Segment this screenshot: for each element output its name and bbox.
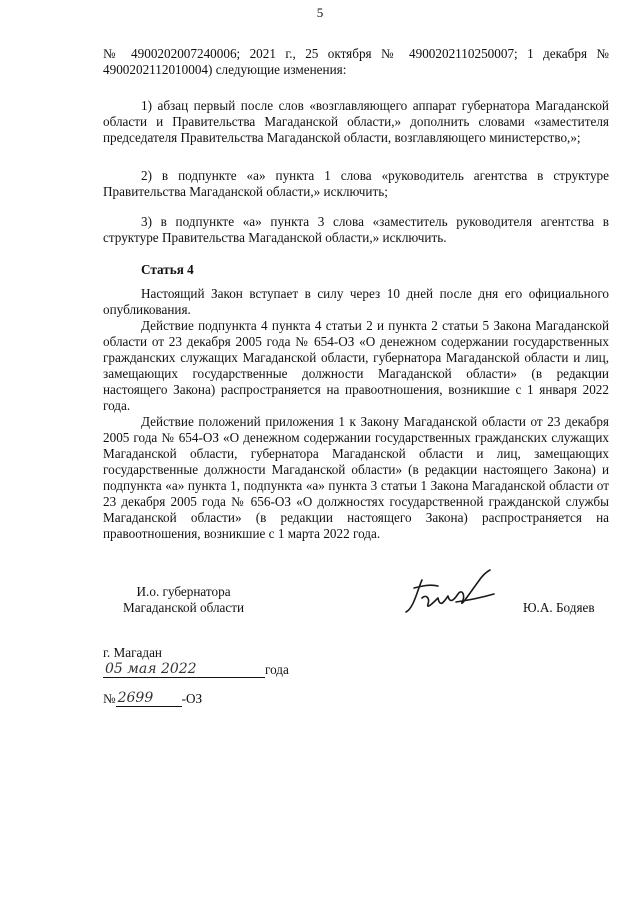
handwritten-number: 2699 — [116, 690, 182, 707]
place-label: г. Магадан — [103, 645, 162, 660]
article-body — [103, 286, 609, 542]
article-paragraph: Действие подпункта 4 пункта 4 статьи 2 и пункта 2 статьи 5 Закона Магаданской области от 23 декабря 2005 года № 654-ОЗ «О денежном содержании государственных гражданских служащих Магаданской области, губернатора Магаданской области и лиц, замещающих государственные должности Магаданской области» (в редакции настоящего Закона) распространяется на правоотношения, возникшие с 1 января 2022 года. — [103, 318, 609, 413]
amendment-paragraph: 3) в подпункте «а» пункта 3 слова «заместитель руководителя агентства в структуре Правительства Магаданской области,» исключить. — [103, 214, 609, 245]
number-suffix: -ОЗ — [181, 691, 203, 706]
signer-title — [123, 584, 244, 616]
intro-block — [103, 46, 609, 78]
law-number-line — [103, 690, 202, 707]
handwritten-date: 05 мая 2022 — [103, 661, 265, 678]
article-heading: Статья 4 — [141, 262, 194, 277]
amendment-2 — [103, 168, 609, 200]
amendment-paragraph: 2) в подпункте «а» пункта 1 слова «руководитель агентства в структуре Правительства Магаданской области,» исключить; — [103, 168, 609, 199]
handwritten-signature — [400, 568, 500, 624]
amendment-paragraph: 1) абзац первый после слов «возглавляющего аппарат губернатора Магаданской области и Правительства Магаданской области,» дополнить словами «заместителя председателя Правительства Магаданской области, возглавляющего министерство,»; — [103, 98, 609, 145]
date-line — [103, 661, 289, 678]
signer-title-line: Магаданской области — [123, 600, 245, 615]
date-suffix: года — [265, 662, 289, 677]
page-number: 5 — [316, 5, 324, 20]
intro-paragraph: № 4900202007240006; 2021 г., 25 октября № 4900202110250007; 1 декабря № 4900202112010004) следующие изменения: — [103, 46, 609, 77]
article-paragraph: Настоящий Закон вступает в силу через 10 дней после дня его официального опубликования. — [103, 286, 609, 317]
signer-name: Ю.А. Бодяев — [523, 600, 595, 615]
amendment-3 — [103, 214, 609, 246]
amendment-1 — [103, 98, 609, 146]
article-paragraph: Действие положений приложения 1 к Закону Магаданской области от 23 декабря 2005 года № 654-ОЗ «О денежном содержании государственных гражданских служащих Магаданской области, губернатора Магаданской области и лиц, замещающих государственные должности Магаданской области» (в редакции настоящего Закона) и подпункта «а» пункта 1, подпункта «а» пункта 3 статьи 1 Закона Магаданской области от 23 декабря 2005 года № 656-ОЗ «О должностях государственной гражданской службы Магаданской области» (в редакции настоящего Закона) распространяется на правоотношения, возникшие с 1 марта 2022 года. — [103, 414, 609, 541]
signer-title-line: И.о. губернатора — [136, 584, 231, 599]
number-prefix: № — [103, 691, 116, 706]
